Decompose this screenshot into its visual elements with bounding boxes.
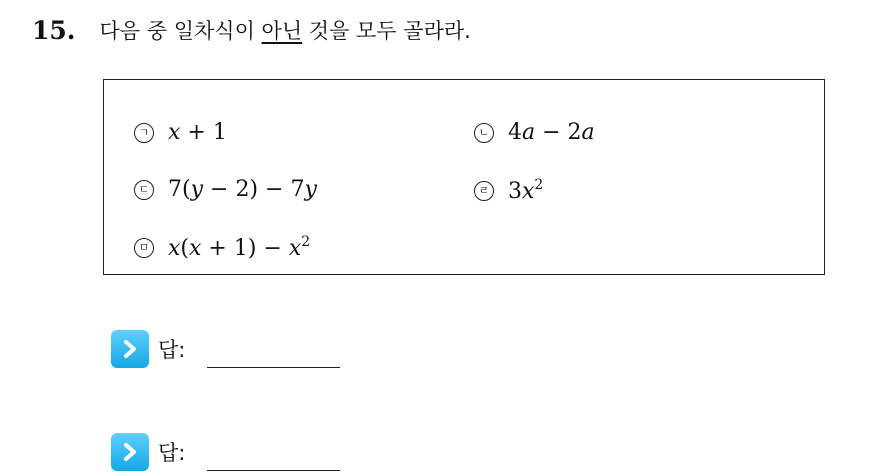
question-number: 15. [32,15,76,45]
answer-row-2 [111,433,340,471]
chevron-right-icon [111,330,149,368]
expr-4-b: x [522,179,535,204]
expr-5-a: x [168,236,181,261]
answer-blank-2[interactable] [207,450,340,471]
answer-row-1 [111,330,340,368]
choice-expression-4 [508,177,543,204]
choice-expression-1 [168,120,227,145]
expr-2-b: a [522,120,536,145]
choices-box [103,79,825,275]
expr-1-a: x [168,120,181,145]
expr-5-d: + 1) − [201,236,289,261]
expr-2-d: a [581,120,595,145]
chevron-right-icon [111,433,149,471]
expr-1-b: + 1 [180,120,227,145]
question-text-end: 것을 모두 골라라. [302,19,471,43]
expr-2-a: 4 [508,120,522,145]
question-header [32,12,471,48]
choice-expression-2 [508,120,595,145]
expr-3-d: y [304,177,317,202]
expr-3-a: 7( [168,177,191,202]
choice-marker-2: ㄴ [474,123,494,143]
question-underlined-word: 아닌 [261,19,303,43]
answer-label-2: 답: [158,441,186,465]
expr-3-c: − 2) − 7 [203,177,305,202]
choice-5 [134,234,310,261]
expr-3-b: y [190,177,204,202]
expr-2-c: − 2 [535,120,582,145]
answer-label-1: 답: [158,338,186,362]
choice-expression-3 [168,177,317,202]
choice-2 [474,120,595,145]
choice-4 [474,177,543,204]
expr-5-exponent: 2 [301,234,311,250]
choice-marker-5: ㅁ [134,238,154,258]
expr-5-c: x [189,236,202,261]
choice-marker-4: ㄹ [474,181,494,201]
expr-5-b: ( [180,236,190,261]
choice-marker-1: ㄱ [134,123,154,143]
expr-4-a: 3 [508,179,522,204]
answer-blank-1[interactable] [207,347,340,368]
choice-expression-5 [168,234,310,261]
question-text-start: 다음 중 일차식이 [99,19,262,43]
expr-5-e: x [288,236,302,261]
choice-3 [134,177,317,202]
choice-marker-3: ㄷ [134,180,154,200]
expr-4-exponent: 2 [534,177,544,193]
question-text [100,15,471,45]
choice-1 [134,120,227,145]
